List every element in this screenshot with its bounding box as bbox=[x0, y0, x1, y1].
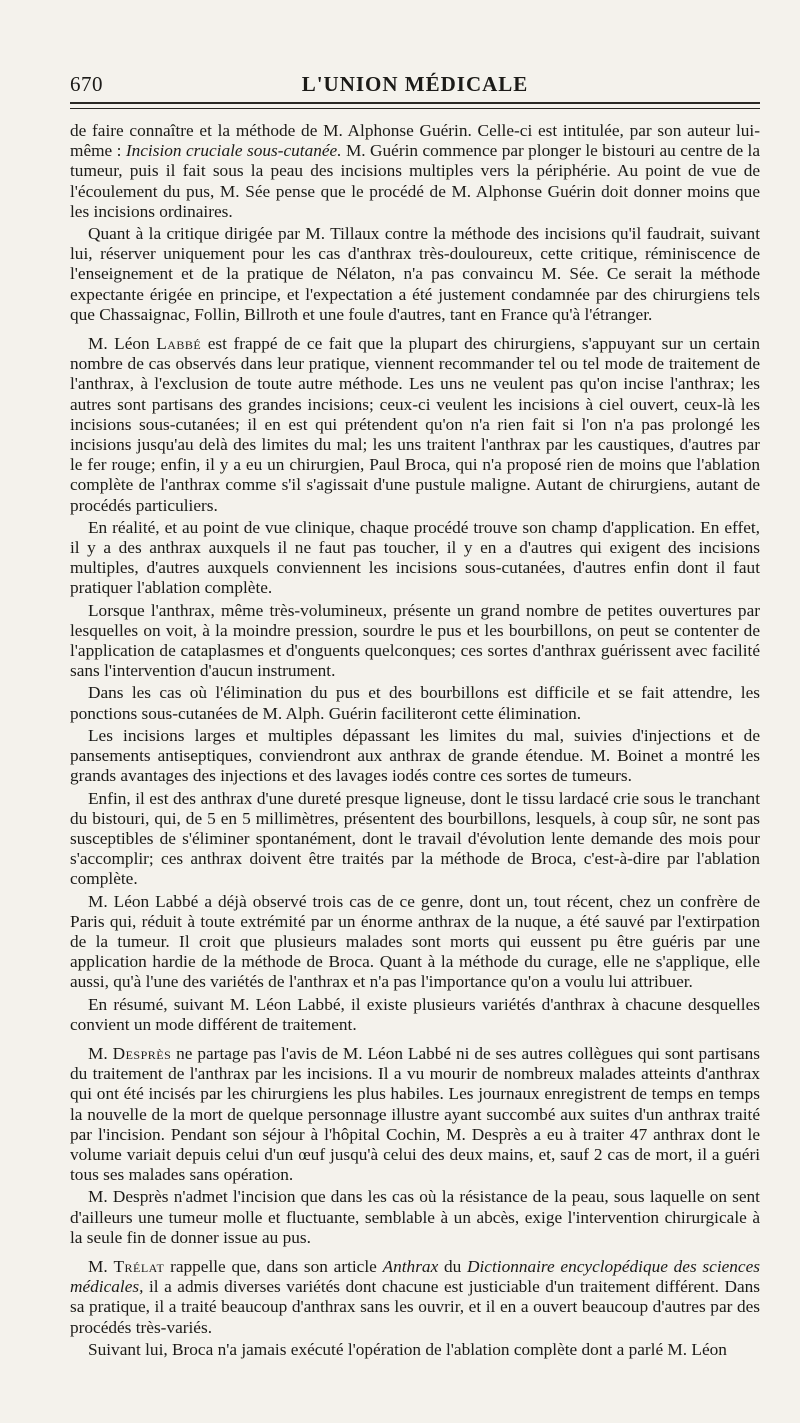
text-run: Lorsque l'anthrax, même très-volumineux, présente un grand nombre de petites ouvertures par lesquelles on voit, à la moindre pression, sourdre le pus et les bourbillons, on peut se contenter de l'application de cataplasmes et d'onguents quelconques; ces sortes d'anthrax guérissent avec facilité sans l'intervention d'aucun instrument. bbox=[70, 600, 760, 681]
paragraph-p12 bbox=[70, 1187, 760, 1248]
header-rule bbox=[70, 108, 760, 109]
paragraph-p14 bbox=[70, 1340, 760, 1360]
paragraph-p11 bbox=[70, 1044, 760, 1185]
paragraph-p5 bbox=[70, 601, 760, 682]
paragraph-p13 bbox=[70, 1257, 760, 1338]
text-run: M. Léon Labbé a déjà observé trois cas de ce genre, dont un, tout récent, chez un confrère de Paris qui, réduit à toute extrémité par un énorme anthrax de la nuque, a été sauvé par l'extirpation de la tumeur. Il croit que plusieurs malades sont morts qui eussent pu être guéris par une application hardie de la méthode de Broca. Quant à la méthode du curage, elle ne s'applique, elle aussi, qu'à l'une des variétés de l'anthrax et n'a pas l'importance qu'on a voulu lui attribuer. bbox=[70, 891, 760, 992]
paragraph-p4 bbox=[70, 518, 760, 599]
text-run: de faire connaître et la méthode de M. Alphonse Guérin. Celle-ci est intitulée, par son auteur lui-même : bbox=[70, 121, 760, 161]
text-run: il a admis diverses variétés dont chacune est justiciable d'un traitement différent. Dans sa pratique, il a traité beaucoup d'anthrax sans les ouvrir, et il en a ouvert beaucoup d'autres par des procédés très-variés. bbox=[70, 1277, 760, 1337]
text-run: M. Desprès n'admet l'incision que dans les cas où la résistance de la peau, sous laquelle on sent d'ailleurs une tumeur molle et fluctuante, semblable à un abcès, exige l'intervention chirurgicale à la seule fin de donner issue au pus. bbox=[70, 1187, 760, 1247]
author-name: Labbé bbox=[156, 334, 202, 354]
paragraph-p9 bbox=[70, 892, 760, 993]
text-run: Quant à la critique dirigée par M. Tillaux contre la méthode des incisions qu'il faudrait, suivant lui, réserver uniquement pour les cas d'anthrax très-douloureux, cette critique, réminiscence de l'enseignement et de la pratique de Nélaton, n'a pas convaincu M. Sée. Ce serait la méthode expectante érigée en principe, et l'expectation a été justement condamnée par des chirurgiens tels que Chassaignac, Follin, Billroth et une foule d'autres, tant en France qu'à l'étranger. bbox=[70, 224, 760, 324]
text-run: En réalité, et au point de vue clinique, chaque procédé trouve son champ d'application. En effet, il y a des anthrax auxquels il ne faut pas toucher, il y en a d'autres qui exigent des incisions multiples, d'autres auxquels conviennent les incisions sous-cutanées, d'autres enfin dont il faut pratiquer l'ablation complète. bbox=[70, 517, 760, 598]
italic-text: Anthrax bbox=[382, 1256, 439, 1276]
text-run: Les incisions larges et multiples dépassant les limites du mal, suivies d'injections et de pansements antiseptiques, conviendront aux anthrax de grande étendue. M. Boinet a montré les grands avantages des injections et des lavages iodés contre ces sortes de tumeurs. bbox=[70, 725, 760, 786]
paragraph-p1 bbox=[70, 121, 760, 222]
text-run: ne partage pas l'avis de M. Léon Labbé ni de ses autres collègues qui sont partisans du traitement de l'anthrax par les incisions. Il a vu mourir de nombreux malades atteints d'anthrax qui ont été incisés par les chirurgiens les plus habiles. Les journaux enregistrent de temps en temps la nouvelle de la mort de quelque personnage illustre ayant succombé aux suites d'un anthrax traité par l'incision. Pendant son séjour à l'hôpital Cochin, M. Desprès a eu à traiter 47 anthrax dont le volume variait depuis celui d'un œuf jusqu'à celui des deux mains, et, sauf 2 cas de mort, il a guéri tous ses malades sans opération. bbox=[70, 1043, 760, 1185]
author-name: Trélat bbox=[113, 1256, 165, 1276]
text-run: du bbox=[438, 1256, 468, 1276]
text-run: M. bbox=[88, 1256, 114, 1276]
page-header bbox=[70, 66, 760, 104]
paragraph-p8 bbox=[70, 789, 760, 890]
paragraph-p6 bbox=[70, 683, 760, 723]
article-body bbox=[70, 121, 760, 1360]
italic-text: Dictionnaire encyclopédique des sciences médicales, bbox=[70, 1256, 760, 1297]
text-run: M. Léon bbox=[88, 334, 157, 354]
text-run: Suivant lui, Broca n'a jamais exécuté l'opération de l'ablation complète dont a parlé M. Léon bbox=[88, 1339, 727, 1359]
paragraph-p7 bbox=[70, 726, 760, 787]
italic-text: Incision cruciale sous-cutanée. bbox=[125, 141, 342, 161]
running-head: L'UNION MÉDICALE bbox=[301, 72, 529, 96]
text-run: M. bbox=[88, 1043, 113, 1063]
paragraph-p3 bbox=[70, 334, 760, 516]
text-run: Dans les cas où l'élimination du pus et des bourbillons est difficile et se fait attendre, les ponctions sous-cutanées de M. Alph. Guérin faciliteront cette élimination. bbox=[70, 683, 760, 723]
author-name: Desprès bbox=[112, 1043, 172, 1063]
text-run: Enfin, il est des anthrax d'une dureté presque ligneuse, dont le tissu lardacé crie sous le tranchant du bistouri, qui, de 5 en 5 millimètres, présentent des bourbillons, lesquels, à coup sûr, ne sont pas susceptibles de s'éliminer spontanément, dont le travail d'évolution lente demande des mois pour s'accomplir; ces anthrax doivent être traités par la méthode de Broca, c'est-à-dire par l'ablation complète. bbox=[70, 788, 760, 889]
page-number: 670 bbox=[70, 72, 103, 96]
text-run: En résumé, suivant M. Léon Labbé, il existe plusieurs variétés d'anthrax à chacune desquelles convient un mode différent de traitement. bbox=[70, 994, 760, 1034]
text-run: M. Guérin commence par plonger le bistouri au centre de la tumeur, puis il fait sous la peau des incisions multiples vers la périphérie. Au point de vue de l'écoulement du pus, M. Sée pense que le procédé de M. Alphonse Guérin doit donner moins que les incisions ordinaires. bbox=[70, 141, 761, 221]
text-run: rappelle que, dans son article bbox=[164, 1256, 383, 1276]
paragraph-p2 bbox=[70, 224, 760, 325]
text-run: est frappé de ce fait que la plupart des chirurgiens, s'appuyant sur un certain nombre de cas observés dans leur pratique, viennent recommander tel ou tel mode de traitement de l'anthrax, à l'exclusion de toute autre méthode. Les uns ne veulent pas qu'on incise l'anthrax; les autres sont partisans des grandes incisions; ceux-ci veulent les incisions à ciel ouvert, ceux-là les incisions sous-cutanées; il en est qui prétendent qu'on n'a rien fait si l'on n'a pas prolongé les incisions jusqu'au delà des limites du mal; les uns traitent l'anthrax par les caustiques, d'autres par le fer rouge; enfin, il y a eu un chirurgien, Paul Broca, qui n'a proposé rien de moins que l'ablation complète de l'anthrax comme s'il s'agissait d'une pustule maligne. Autant de chirurgiens, autant de procédés particuliers. bbox=[70, 334, 760, 515]
paragraph-p10 bbox=[70, 995, 760, 1035]
